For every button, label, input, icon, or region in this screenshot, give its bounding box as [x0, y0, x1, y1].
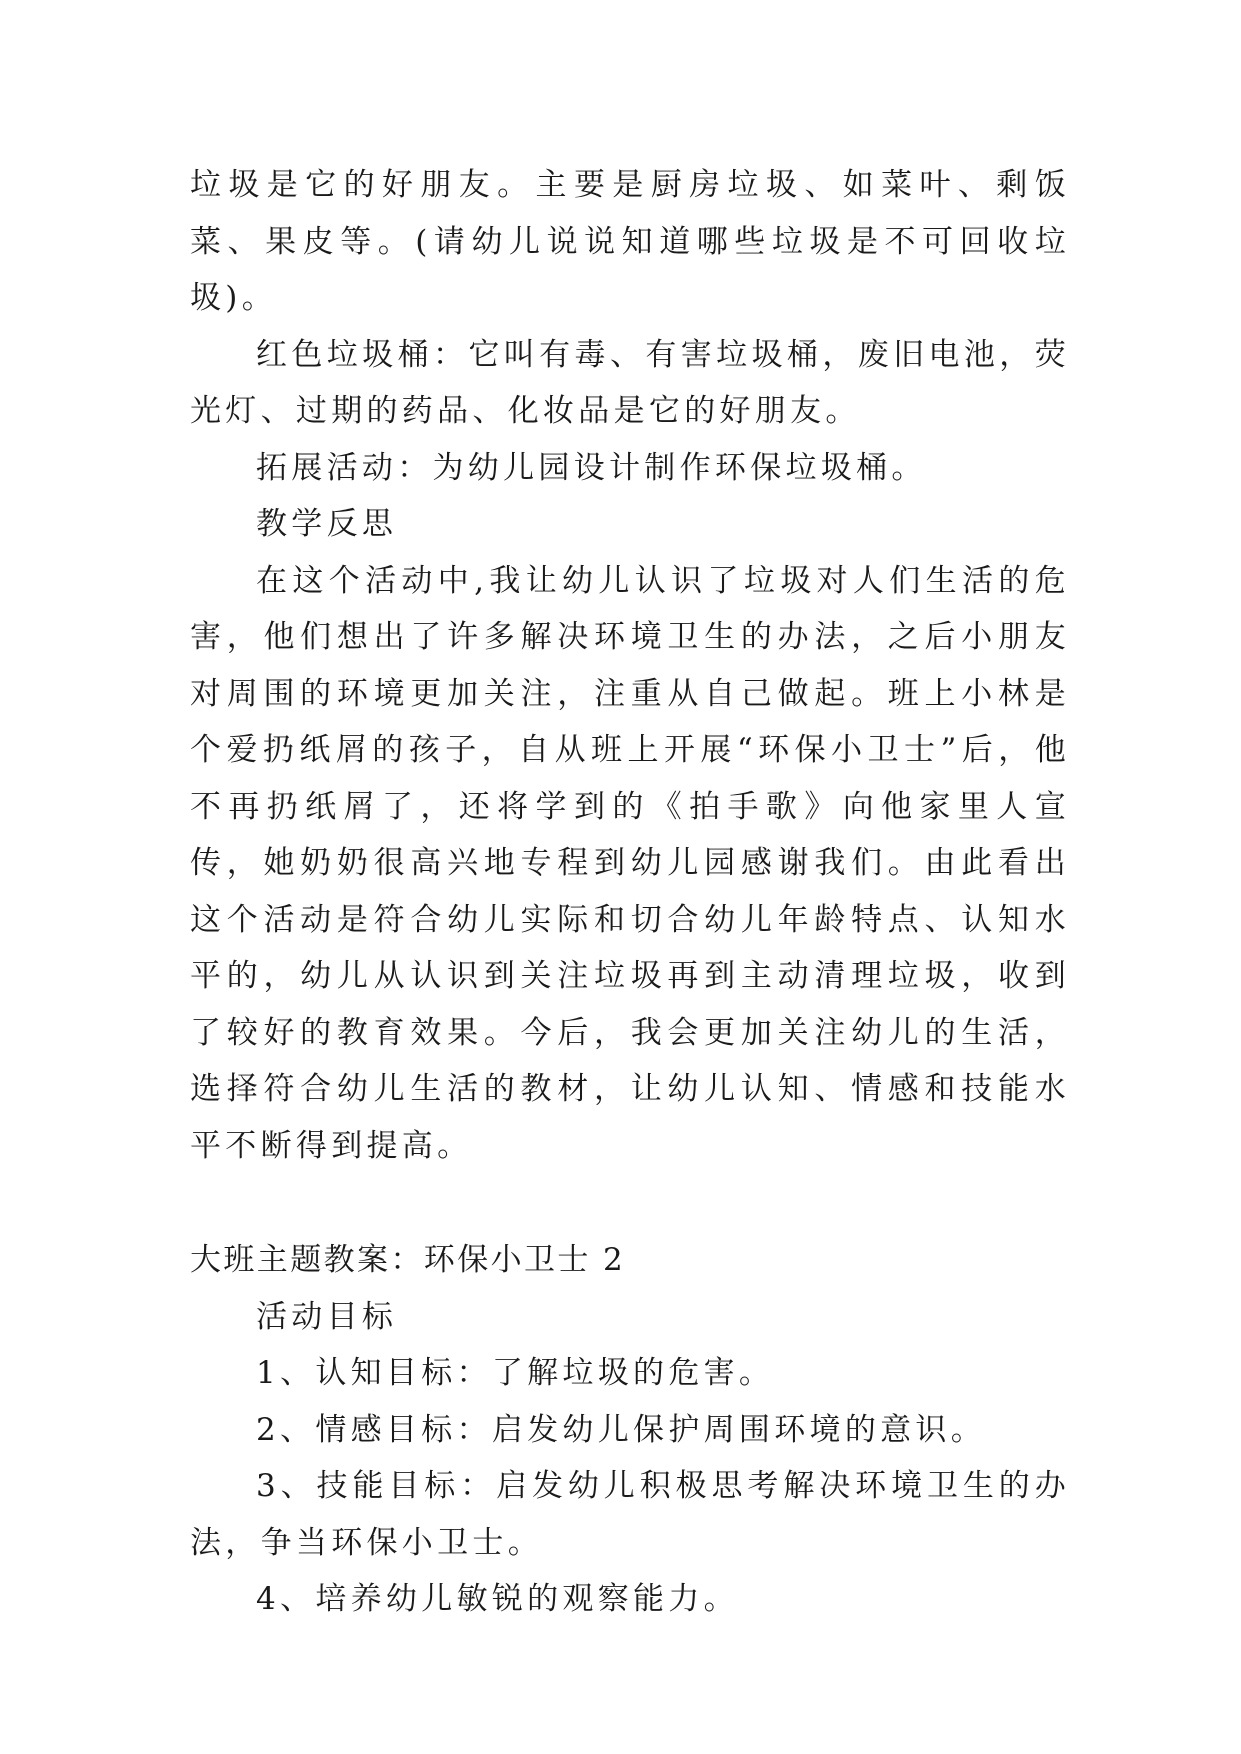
section-title-teaching-reflection: 教学反思	[256, 506, 398, 542]
section-title-activity-goals: 活动目标	[256, 1298, 398, 1335]
paragraph-reflection: 在这个活动中,我让幼儿认识了垃圾对人们生活的危害，他们想出了许多解决环境卫生的办法，之后小朋友对周围的环境更加关注，注重从自己做起。班上小林是个爱扔纸屑的孩子，自从班上开展“环保小卫士”后，他不再扔纸屑了，还将学到的《拍手歌》向他家里人宣传，她奶奶很高兴地专程到幼儿园感谢我们。由此看出这个活动是符合幼儿实际和切合幼儿年龄特点、认知水平的，幼儿从认识到关注垃圾再到主动清理垃圾，收到了较好的教育效果。今后，我会更加关注幼儿的生活，选择符合幼儿生活的教材，让幼儿认知、情感和技能水平不断得到提高。	[190, 562, 1070, 1164]
paragraph-red-bin: 红色垃圾桶：它叫有毒、有害垃圾桶，废旧电池，荧光灯、过期的药品、化妆品是它的好朋友。	[190, 336, 1070, 429]
lesson-plan-heading: 大班主题教案：环保小卫士 2	[190, 1242, 626, 1278]
paragraph-extension-activity: 拓展活动：为幼儿园设计制作环保垃圾桶。	[256, 449, 927, 486]
paragraph-kitchen-waste: 垃圾是它的好朋友。主要是厨房垃圾、如菜叶、剩饭菜、果皮等。(请幼儿说说知道哪些垃圾是不可回收垃圾)。	[190, 167, 1070, 316]
goal-item-skill: 3、技能目标：启发幼儿积极思考解决环境卫生的办法，争当环保小卫士。	[190, 1468, 1070, 1561]
goal-item-observation: 4、培养幼儿敏锐的观察能力。	[256, 1581, 739, 1617]
goal-item-emotional: 2、情感目标：启发幼儿保护周围环境的意识。	[256, 1411, 987, 1448]
goal-item-cognitive: 1、认知目标：了解垃圾的危害。	[256, 1355, 775, 1391]
document-page	[190, 157, 1070, 1628]
section-gap	[190, 1174, 1070, 1232]
